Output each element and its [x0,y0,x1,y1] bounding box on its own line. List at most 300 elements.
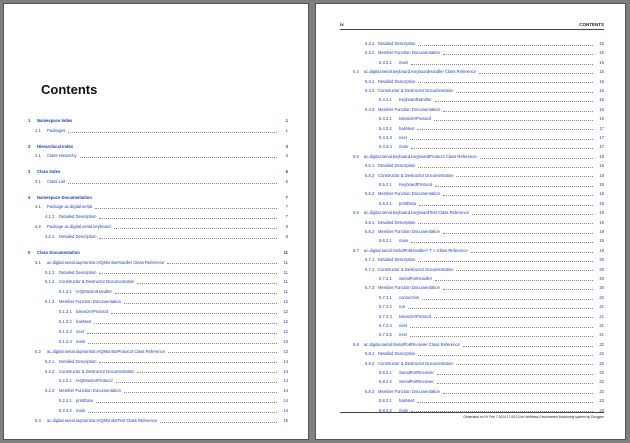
toc-entry-page: 16 [599,88,604,93]
dot-leader [472,214,593,215]
dot-leader [422,299,593,300]
toc-entry-page: 21 [599,332,604,338]
dot-leader [434,120,593,121]
toc-entry-number: 5.1.3.2 [59,319,72,324]
toc-entry[interactable] [45,359,288,365]
toc-entry-page: 12 [283,319,288,324]
toc-entry[interactable] [365,267,604,273]
toc-entry[interactable] [379,276,604,282]
toc-entry[interactable] [353,248,604,254]
toc-entry-page: 17 [599,135,604,140]
toc-entry-number: 5.5.2 [365,172,375,178]
toc-entry-title: Detailed Description [59,269,97,275]
toc-entry-page: 14 [283,408,288,414]
toc-entry-title: next [76,328,84,334]
toc-chapter-entry[interactable] [28,118,288,124]
toc-chapter-entry[interactable] [28,169,288,175]
toc-entry-page: 8 [285,224,288,230]
dot-leader [124,303,277,304]
dot-leader [435,186,593,187]
toc-entry[interactable] [59,398,288,404]
toc-entry[interactable] [365,229,604,235]
toc-entry-page: 18 [599,182,604,187]
toc-entry[interactable] [365,41,604,47]
toc-entry[interactable] [45,234,288,240]
toc-entry-title: ac.digital.serial.SerialPortReceiver Class Reference [364,341,460,347]
toc-entry-number: 5.8.3.2 [379,407,392,413]
toc-entry[interactable] [35,128,288,134]
toc-entry[interactable] [379,304,604,310]
toc-entry-page: 21 [599,313,604,319]
toc-entry-number: 5.8.3 [365,388,375,394]
toc-entry[interactable] [365,107,604,113]
toc-entry[interactable] [35,224,288,230]
toc-entry-number: 5.4.2.1 [379,97,392,103]
dot-leader [167,263,277,264]
dot-leader [114,228,277,229]
toc-entry-page: 1 [285,118,288,123]
toc-entry-title: next [399,332,407,338]
toc-entry-page: 11 [283,259,288,265]
toc-entry-page: 12 [283,328,288,334]
toc-chapter-entry[interactable] [28,144,288,150]
toc-entry-page: 23 [599,398,604,404]
toc-entry[interactable] [379,135,604,141]
toc-entry[interactable] [45,270,288,276]
toc-entry[interactable] [59,329,288,335]
toc-entry-number: 4 [28,194,31,200]
toc-entry[interactable] [59,378,288,384]
toc-entry-page: 5 [285,169,288,174]
toc-entry-number: 1.1 [35,127,41,133]
dot-leader [68,132,277,133]
dot-leader [87,333,277,334]
toc-entry-number: 5.3.2.1 [379,59,392,65]
toc-entry[interactable] [45,214,288,220]
toc-entry-page: 20 [599,257,604,263]
dot-leader [456,92,593,93]
toc-entry-title: main [399,238,409,244]
toc-entry-title: KeyboardHandler [399,97,432,103]
toc-entry-title: tokenizerProtocol [399,313,432,319]
toc-entry[interactable] [35,260,288,266]
toc-entry-page: 15 [599,50,604,56]
dot-leader [115,293,277,294]
toc-entry-number: 5.4 [353,69,359,75]
toc-entry[interactable] [59,319,288,325]
toc-entry-title: Detailed Description [59,358,97,364]
toc-entry-page: 23 [599,407,604,413]
toc-entry[interactable] [35,349,288,355]
toc-entry-title: ac.digital.serial.iaqmonitor.IAQMonitorProtocol Class Reference [47,348,166,354]
toc-entry-page: 22 [599,351,604,357]
toc-entry-number: 5.7.3.2 [379,304,392,310]
toc-entry-number: 5.5 [353,153,359,159]
toc-entry-title: Package ac.digital.serial.keyboard [47,224,111,230]
toc-entry-title: Class Index [37,169,61,174]
toc-entry-number: 5.7.3.4 [379,323,392,328]
toc-entry-number: 1 [28,118,31,123]
toc-entry-title: hasNext [399,398,415,404]
dot-leader [68,183,277,184]
toc-entry-number: 5.3.2 [365,50,375,56]
toc-entry-page: 19 [599,210,604,216]
toc-entry-page: 7 [285,204,288,210]
toc-entry-number: 5.8.2.2 [379,379,392,385]
toc-entry-number: 5.4.2 [365,88,375,93]
toc-entry-number: 5.1.1 [45,269,55,275]
footer-text: Generated on Fri Feb 7 2014 17:00:13 for Wellness Environment Monitoring system by Doxygen [463,415,604,419]
toc-entry[interactable] [45,279,288,285]
toc-entry-page: 22 [599,370,604,375]
toc-entry-title: Member Function Documentation [59,388,121,394]
dot-leader [456,176,593,177]
toc-entry-number: 5.4.3.1 [379,116,392,122]
toc-entry-title: ac.digital.serial.keyboard.KeyboardHandler Class Reference [364,69,476,75]
toc-entry-number: 4.2.1 [45,234,55,240]
dot-leader [443,54,593,55]
toc-entry-title: IAQMonitorProtocol [76,378,113,384]
toc-entry-page: 15 [599,69,604,75]
toc-entry-page: 3 [285,153,288,159]
toc-entry-title: Detailed Description [378,41,416,46]
toc-entry[interactable] [365,285,604,291]
toc-entry-page: 13 [283,338,288,344]
toc-entry[interactable] [59,339,288,345]
toc-entry-number: 5.6 [353,210,359,216]
toc-entry-title: Constructor & Destructor Documentation [59,279,135,285]
toc-entry-title: Detailed Description [59,234,97,240]
toc-entry-title: ac.digital.serial.iaqmonitor.IAQMonitorTest Class Reference [47,418,158,423]
toc-entry[interactable] [365,351,604,357]
toc-entry[interactable] [35,153,288,159]
toc-entry-title: ac.digital.serial.keyboard.KeyboardProtocol Class Reference [364,153,477,159]
dot-leader [160,422,277,423]
toc-entry-page: 22 [599,379,604,385]
toc-entry-number: 5.2.1 [45,358,55,364]
toc-entry-page: 21 [599,323,604,328]
dot-leader [418,167,593,168]
toc-entry-page: 14 [283,368,288,374]
toc-entry-page: 12 [283,299,288,305]
toc-entry-number: 5.4.1 [365,78,375,84]
right-page [315,3,626,440]
left-page [3,3,309,440]
toc-entry-page: 14 [283,398,288,404]
toc-entry-title: Namespace Index [37,118,73,123]
toc-entry[interactable] [353,210,604,216]
toc-entry[interactable] [35,204,288,210]
toc-entry-number: 5.4.3 [365,106,375,112]
toc-entry-number: 5.1 [35,259,41,265]
toc-entry-title: Detailed Description [59,214,97,220]
toc-entry[interactable] [59,289,288,295]
toc-entry-title: run [399,304,406,310]
toc-entry-title: next [399,323,407,328]
toc-entry-number: 5.2.3.2 [59,408,72,414]
toc-entry-page: 17 [599,144,604,150]
toc-entry-number: 2 [28,143,31,149]
toc-entry-page: 11 [283,249,288,255]
toc-entry-number: 5.4.3.4 [379,144,392,150]
toc-entry-title: SerialPortReceiver [399,370,434,375]
dot-leader [88,412,277,413]
toc-entry-number: 5.1.3.1 [59,309,72,315]
toc-entry[interactable] [365,88,604,94]
toc-entry-number: 5.6.1 [365,219,375,225]
toc-entry[interactable] [59,408,288,414]
toc-entry-title: Member Function Documentation [378,388,440,394]
toc-entry[interactable] [35,179,288,185]
toc-entry-title: main [399,59,409,65]
toc-entry[interactable] [379,126,604,132]
dot-leader [80,157,277,158]
toc-entry-title: tokenizerProtocol [76,309,109,315]
toc-entry-page: 20 [599,266,604,272]
toc-entry-title: hasNext [399,125,415,131]
toc-entry-title: ac.digital.serial.SerialPortHandler< T > Class Reference [364,247,468,253]
toc-entry-page: 14 [283,388,288,394]
toc-chapter-entry[interactable] [28,195,288,201]
toc-entry[interactable] [35,418,288,424]
toc-entry[interactable] [379,116,604,122]
toc-entry[interactable] [379,144,604,150]
dot-leader [417,129,593,130]
dot-leader [411,148,593,149]
toc-entry-page: 19 [599,247,604,253]
toc-entry-page: 18 [599,191,604,197]
dot-leader [418,82,593,83]
dot-leader [479,73,593,74]
dot-leader [116,382,277,383]
dot-leader [99,238,277,239]
dot-leader [418,223,593,224]
dot-leader [418,45,593,46]
toc-entry-title: Member Function Documentation [378,285,440,291]
footer-rule [340,412,604,413]
toc-entry-title: ac.digital.serial.keyboard.KeyboardTest Class Reference [364,210,469,216]
dot-leader [168,352,277,353]
toc-entry-number: 3.1 [35,178,41,184]
toc-entry-number: 5.4.3.2 [379,125,392,131]
toc-entry[interactable] [379,97,604,103]
toc-entry[interactable] [353,342,604,348]
toc-entry-number: 5.4.3.3 [379,135,392,140]
toc-entry-title: Member Function Documentation [378,50,440,56]
toc-entry[interactable] [379,182,604,188]
toc-entry-number: 5.2.2.1 [59,378,72,384]
toc-entry-page: 11 [283,269,288,275]
toc-entry-number: 5.8.2 [365,360,375,366]
toc-entry-title: main [76,408,86,414]
toc-entry-title: Member Function Documentation [59,299,121,305]
toc-entry[interactable] [379,379,604,385]
dot-leader [443,111,593,112]
page-number-header: iv [340,22,344,27]
toc-entry-title: SerialPortHandler [399,276,433,281]
toc-entry[interactable] [45,369,288,375]
toc-entry-page: 15 [283,418,288,423]
dot-leader [137,283,277,284]
toc-entry[interactable] [379,370,604,376]
toc-entry-title: Detailed Description [378,78,416,84]
dot-leader [411,64,593,65]
toc-entry-number: 5.1.3.4 [59,338,72,344]
dot-leader [95,208,277,209]
dot-leader [434,317,593,318]
toc-entry-title: printData [76,398,93,404]
toc-entry-number: 5.7.3.1 [379,294,392,300]
dot-leader [443,289,593,290]
toc-entry[interactable] [353,69,604,75]
dot-leader [480,158,593,159]
toc-entry[interactable] [365,191,604,197]
toc-chapter-entry[interactable] [28,250,288,256]
toc-entry-title: ac.digital.serial.iaqmonitor.IAQMonitorHandler Class Reference [47,259,165,265]
toc-entry-number: 5.2 [35,348,41,354]
toc-entry-title: main [399,407,409,413]
toc-entry[interactable] [379,398,604,404]
toc-entry-page: 19 [599,238,604,244]
dot-leader [99,362,277,363]
toc-entry-page: 11 [283,279,288,285]
toc-entry-page: 17 [599,125,604,131]
toc-entry-page: 15 [599,59,604,65]
toc-entry-number: 5.8.3.1 [379,398,392,404]
toc-entry-title: hasNext [76,319,92,324]
toc-entry[interactable] [365,173,604,179]
dot-leader [418,355,593,356]
toc-entry[interactable] [365,79,604,85]
toc-entry-page: 19 [599,219,604,225]
toc-entry[interactable] [379,201,604,207]
toc-entry-page: 14 [283,358,288,364]
toc-entry-page: 1 [285,127,288,133]
toc-entry-title: Hierarchical Index [37,143,74,149]
toc-entry-page: 22 [599,388,604,394]
toc-entry-title: Namespace Documentation [37,194,92,200]
toc-entry-page: 14 [283,378,288,384]
toc-entry-number: 5.1.2 [45,279,55,285]
dot-leader [418,261,593,262]
toc-entry[interactable] [353,154,604,160]
toc-entry[interactable] [379,314,604,320]
toc-entry-title: Constructor & Destructor Documentation [378,172,454,178]
toc-entry-page: 21 [599,304,604,310]
dot-leader [94,323,277,324]
toc-entry-page: 13 [283,348,288,354]
toc-entry[interactable] [365,361,604,367]
toc-entry[interactable] [365,389,604,395]
dot-leader [137,372,277,373]
toc-entry-page: 7 [285,194,288,200]
toc-entry[interactable] [365,220,604,226]
toc-entry-number: 5.7.3.3 [379,313,392,319]
toc-entry-page: 16 [599,106,604,112]
toc-entry-number: 5.5.1 [365,163,375,169]
dot-leader [419,205,593,206]
dot-leader [443,195,593,196]
toc-entry-number: 5.1.3 [45,299,55,305]
toc-entry-title: Member Function Documentation [378,229,440,234]
toc-entry-title: connection [399,294,420,300]
toc-entry-number: 5.1.3.3 [59,328,72,334]
toc-entry-number: 5.7 [353,247,359,253]
dot-leader [88,343,277,344]
toc-entry-number: 5.8.2.1 [379,370,392,375]
toc-entry[interactable] [45,388,288,394]
toc-entry-page: 16 [599,116,604,122]
toc-entry-title: Constructor & Destructor Documentation [378,360,454,366]
toc-entry-page: 22 [599,360,604,366]
toc-entry[interactable] [379,238,604,244]
toc-entry-page: 3 [285,143,288,149]
toc-entry-number: 5.7.3.5 [379,332,392,338]
toc-entry-title: printData [399,200,416,206]
toc-entry[interactable] [365,50,604,56]
toc-entry-page: 22 [599,341,604,347]
dot-leader [410,327,593,328]
toc-entry-title: main [399,144,409,150]
toc-entry[interactable] [365,257,604,263]
toc-entry[interactable] [59,309,288,315]
toc-entry-title: main [76,338,86,344]
toc-entry[interactable] [379,60,604,66]
toc-entry-page: 7 [285,214,288,220]
toc-entry[interactable] [379,332,604,338]
toc-entry-page: 12 [283,309,288,315]
dot-leader [99,218,277,219]
toc-entry[interactable] [379,323,604,329]
toc-entry-title: IAQMonitorHandler [76,289,112,295]
dot-leader [456,270,593,271]
toc-entry-title: Constructor & Destructor Documentation [378,266,454,272]
toc-entry-number: 5.3.1 [365,41,375,46]
toc-entry-title: SerialPortReceiver [399,379,434,385]
toc-entry-number: 5.2.2 [45,368,55,374]
dot-leader [463,346,593,347]
toc-entry-number: 4.1.1 [45,214,55,220]
toc-entry-number: 5.6.2.1 [379,238,392,244]
toc-entry-page: 18 [599,172,604,178]
dot-leader [437,374,593,375]
toc-entry-page: 9 [285,234,288,240]
toc-entry-title: Class Documentation [37,249,80,255]
dot-leader [410,139,593,140]
toc-entry-number: 4.1 [35,204,41,210]
toc-entry-page: 16 [599,97,604,103]
dot-leader [471,252,593,253]
toc-entry-title: Packages [47,127,66,133]
toc-entry-number: 5 [28,249,31,255]
toc-entry-number: 5.7.3 [365,285,375,291]
toc-entry-number: 5.1.2.1 [59,289,72,295]
toc-entry-title: Detailed Description [378,219,416,225]
toc-entry-title: next [399,135,407,140]
toc-entry-title: Package ac.digital.serial [47,204,93,210]
dot-leader [417,402,593,403]
toc-entry-title: Constructor & Destructor Documentation [378,88,454,93]
page-title: Contents [41,82,98,97]
toc-entry-number: 5.2.3 [45,388,55,394]
toc-entry[interactable] [45,299,288,305]
toc-entry[interactable] [379,295,604,301]
toc-entry[interactable] [365,163,604,169]
toc-entry-title: Class List [47,178,66,184]
toc-entry-page: 18 [599,153,604,159]
toc-entry-number: 5.2.3.1 [59,398,72,404]
toc-entry-page: 20 [599,285,604,291]
